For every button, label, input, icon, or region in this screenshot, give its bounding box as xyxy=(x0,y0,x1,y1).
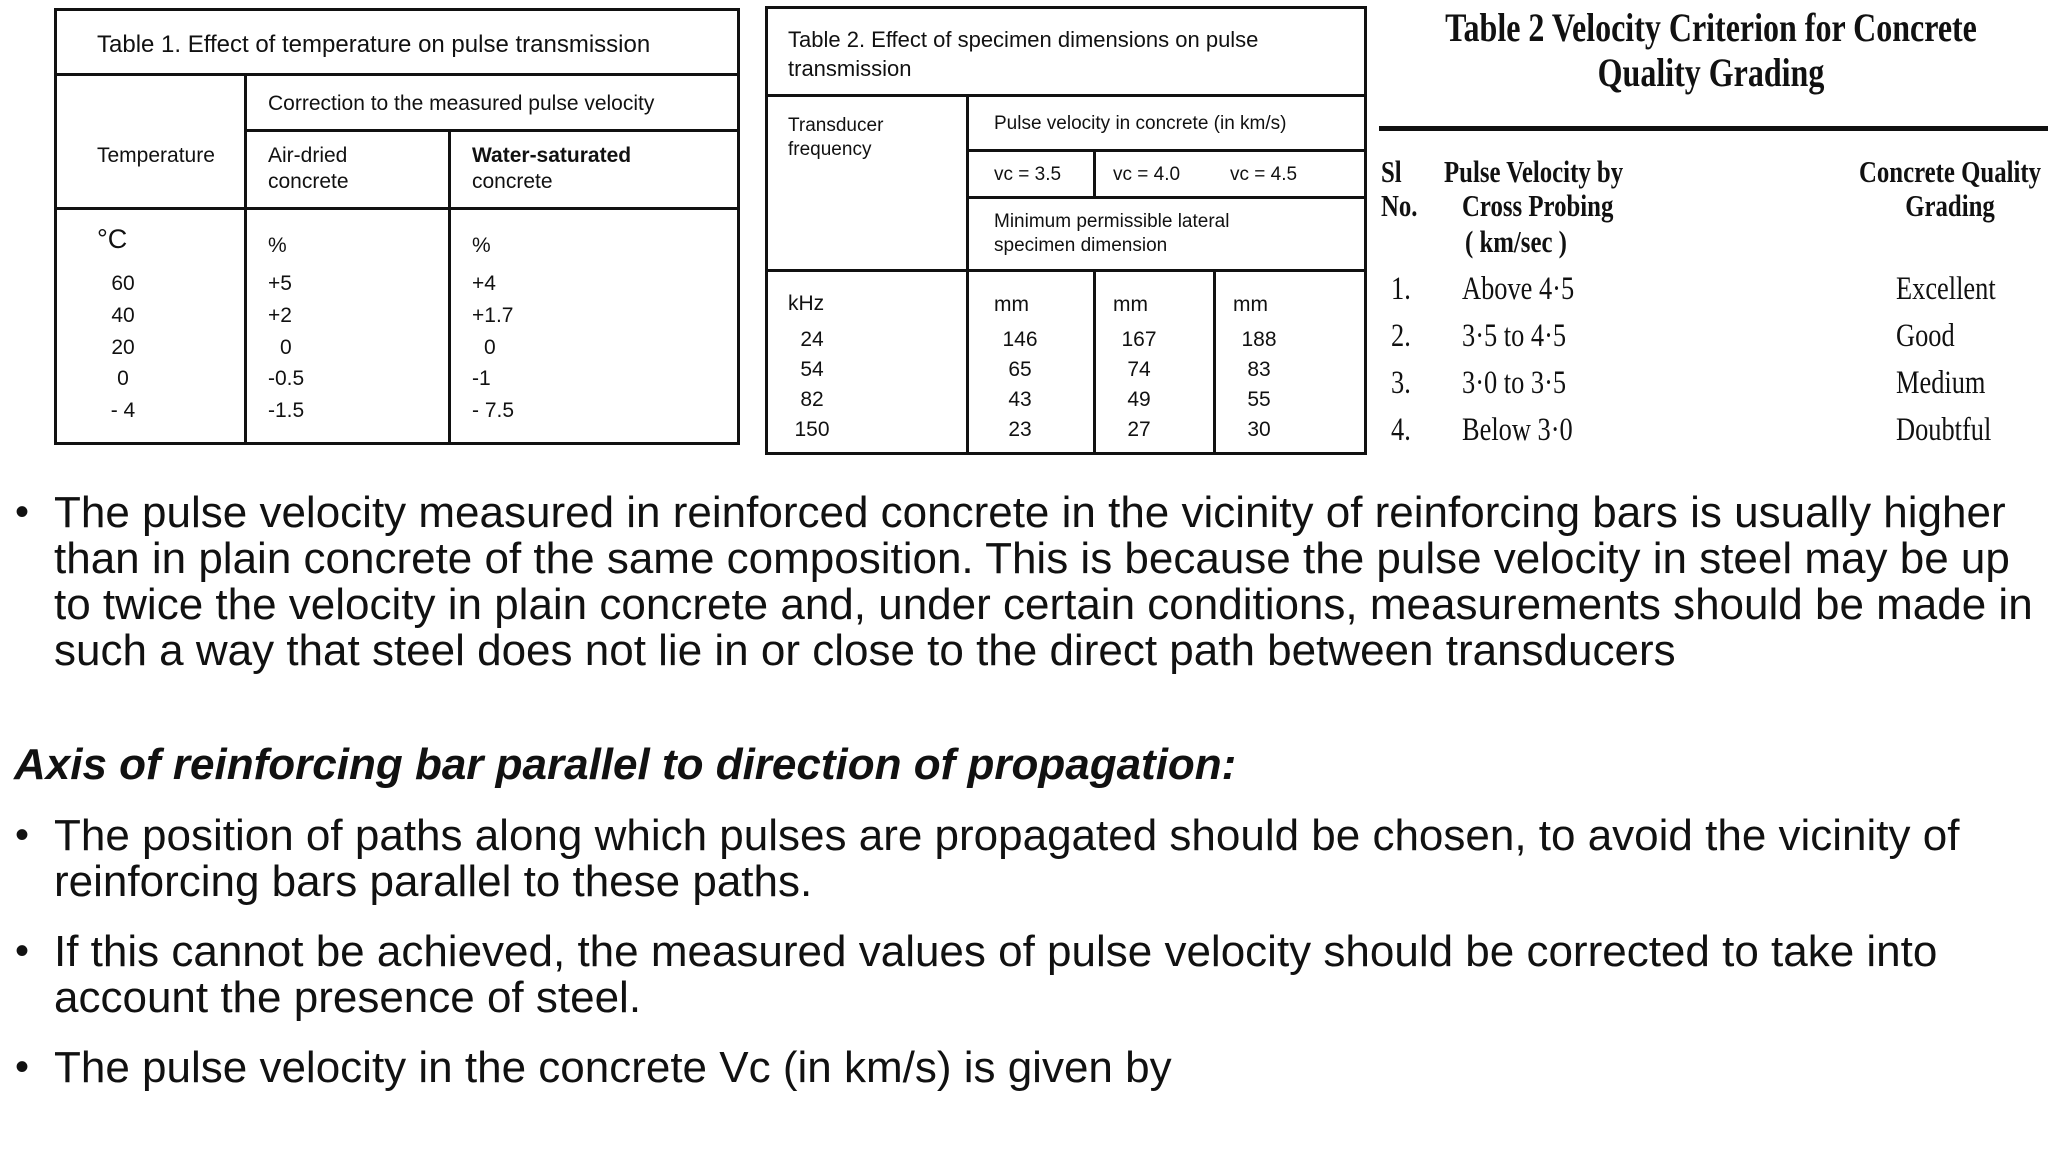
table1-unit-temp: °C xyxy=(97,224,128,254)
table2-freq-cell: 24 xyxy=(800,328,824,351)
table1-unit-air: % xyxy=(268,234,287,257)
table3-grade-header: Concrete Quality xyxy=(1858,154,2042,189)
table2-vc-label: vc = 4.5 xyxy=(1230,164,1298,185)
table1-water-cell: +1.7 xyxy=(472,304,514,327)
bullet-marker: • xyxy=(15,490,30,534)
table1-air-dried-header: Air-dried xyxy=(268,144,348,167)
table2-value-cell: 83 xyxy=(1247,358,1271,381)
table3-velocity-header: Pulse Velocity by xyxy=(1444,154,1624,189)
table2-min-dimension-header-2: specimen dimension xyxy=(994,235,1168,256)
table2-value-cell: 27 xyxy=(1127,418,1151,441)
table1-temp-cell: 40 xyxy=(111,304,135,327)
table2-freq-cell: 54 xyxy=(800,358,824,381)
table2-value-cell: 55 xyxy=(1247,388,1271,411)
table3-title: Table 2 Velocity Criterion for Concrete xyxy=(1445,5,1977,50)
table2-value-cell: 188 xyxy=(1241,328,1277,351)
table2-caption-2: transmission xyxy=(788,56,912,81)
table1-temperature-header: Temperature xyxy=(97,144,215,167)
table3-no-cell: 1. xyxy=(1391,271,1411,307)
table3-velocity-cell: Above 4·5 xyxy=(1462,271,1575,307)
table3-no-cell: 2. xyxy=(1391,318,1411,354)
table2-value-cell: 146 xyxy=(1002,328,1038,351)
table1-water-saturated-header-2: concrete xyxy=(472,170,553,193)
table1-water-saturated-header: Water-saturated xyxy=(472,144,632,167)
table1-water-cell: 0 xyxy=(484,336,496,359)
table1-air-dried-header-2: concrete xyxy=(268,170,349,193)
table1-air-cell: -0.5 xyxy=(268,367,305,390)
table3-grade-cell: Medium xyxy=(1896,365,1986,401)
paragraph-reinforced-velocity: The pulse velocity measured in reinforced concrete in the vicinity of reinforcing bars is usually higher than in plain concrete of the same composition. This is because the pulse velocity in steel may be up to twice the velocity in plain concrete and, under certain conditions, measurements should be made in such a way that steel does not lie in or close to the direct path between transducers xyxy=(54,488,2033,675)
table1-correction-header: Correction to the measured pulse velocity xyxy=(268,92,655,115)
table1-caption: Table 1. Effect of temperature on pulse transmission xyxy=(97,31,651,58)
table3-velocity-cell: 3·0 to 3·5 xyxy=(1462,365,1567,401)
table2-unit-mm: mm xyxy=(1113,293,1148,316)
table3-grade-cell: Excellent xyxy=(1896,271,1996,307)
table3-grade-cell: Doubtful xyxy=(1896,412,1992,448)
table1-air-cell: 0 xyxy=(280,336,292,359)
table2-pulse-velocity-header: Pulse velocity in concrete (in km/s) xyxy=(994,113,1287,134)
table2-value-cell: 43 xyxy=(1008,388,1032,411)
paragraph-vc-formula-intro: The pulse velocity in the concrete Vc (in km/s) is given by xyxy=(54,1043,1172,1092)
table2-freq-cell: 150 xyxy=(794,418,830,441)
table2-vc-label: vc = 4.0 xyxy=(1113,164,1181,185)
table3-no-cell: 4. xyxy=(1391,412,1411,448)
table2-transducer-header: Transducer xyxy=(788,115,884,136)
table2-value-cell: 167 xyxy=(1121,328,1157,351)
table1-water-cell: +4 xyxy=(472,272,496,295)
table2-unit-freq: kHz xyxy=(788,292,825,315)
bullet-marker: • xyxy=(15,929,30,973)
specimen-dimensions-table xyxy=(765,6,1367,455)
table2-freq-cell: 82 xyxy=(800,388,824,411)
section-heading: Axis of reinforcing bar parallel to direction of propagation: xyxy=(14,740,1237,789)
table2-caption: Table 2. Effect of specimen dimensions on pulse xyxy=(788,27,1259,52)
velocity-criterion-table xyxy=(1375,0,2048,455)
table3-no-cell: 3. xyxy=(1391,365,1411,401)
temperature-table xyxy=(54,8,740,445)
table1-water-cell: - 7.5 xyxy=(472,399,515,422)
table1-temp-cell: - 4 xyxy=(110,399,136,422)
table1-air-cell: +2 xyxy=(268,304,292,327)
table2-value-cell: 74 xyxy=(1127,358,1151,381)
table1-air-cell: +5 xyxy=(268,272,292,295)
table1-unit-water: % xyxy=(472,234,491,257)
table2-transducer-header-2: frequency xyxy=(788,139,872,160)
table3-title-2: Quality Grading xyxy=(1597,50,1825,95)
table2-unit-mm: mm xyxy=(994,293,1029,316)
table3-velocity-cell: 3·5 to 4·5 xyxy=(1462,318,1567,354)
bullet-marker: • xyxy=(15,813,30,857)
bullet-marker: • xyxy=(15,1045,30,1089)
table1-air-cell: -1.5 xyxy=(268,399,305,422)
table2-value-cell: 23 xyxy=(1008,418,1032,441)
table1-temp-cell: 20 xyxy=(111,336,135,359)
table1-temp-cell: 0 xyxy=(117,367,129,390)
table1-water-cell: -1 xyxy=(472,367,491,390)
table3-grade-header-2: Grading xyxy=(1905,188,1995,223)
table2-value-cell: 30 xyxy=(1247,418,1271,441)
table3-grade-cell: Good xyxy=(1896,318,1955,354)
table2-value-cell: 65 xyxy=(1008,358,1032,381)
table2-vc-label: vc = 3.5 xyxy=(994,164,1062,185)
table2-value-cell: 49 xyxy=(1127,388,1151,411)
paragraph-path-position: The position of paths along which pulses are propagated should be chosen, to avoid the vicinity of reinforcing bars parallel to these paths. xyxy=(54,811,1960,906)
paragraph-correction: If this cannot be achieved, the measured values of pulse velocity should be corrected to take into account the presence of steel. xyxy=(54,927,1938,1022)
table3-sl-header: Sl xyxy=(1381,154,1402,189)
table1-temp-cell: 60 xyxy=(111,272,135,295)
table2-unit-mm: mm xyxy=(1233,293,1268,316)
table3-sl-header-2: No. xyxy=(1381,188,1418,223)
table3-velocity-header-3: ( km/sec ) xyxy=(1465,224,1567,259)
table3-velocity-cell: Below 3·0 xyxy=(1462,412,1573,448)
table3-velocity-header-2: Cross Probing xyxy=(1462,188,1614,223)
table2-min-dimension-header: Minimum permissible lateral xyxy=(994,211,1230,232)
